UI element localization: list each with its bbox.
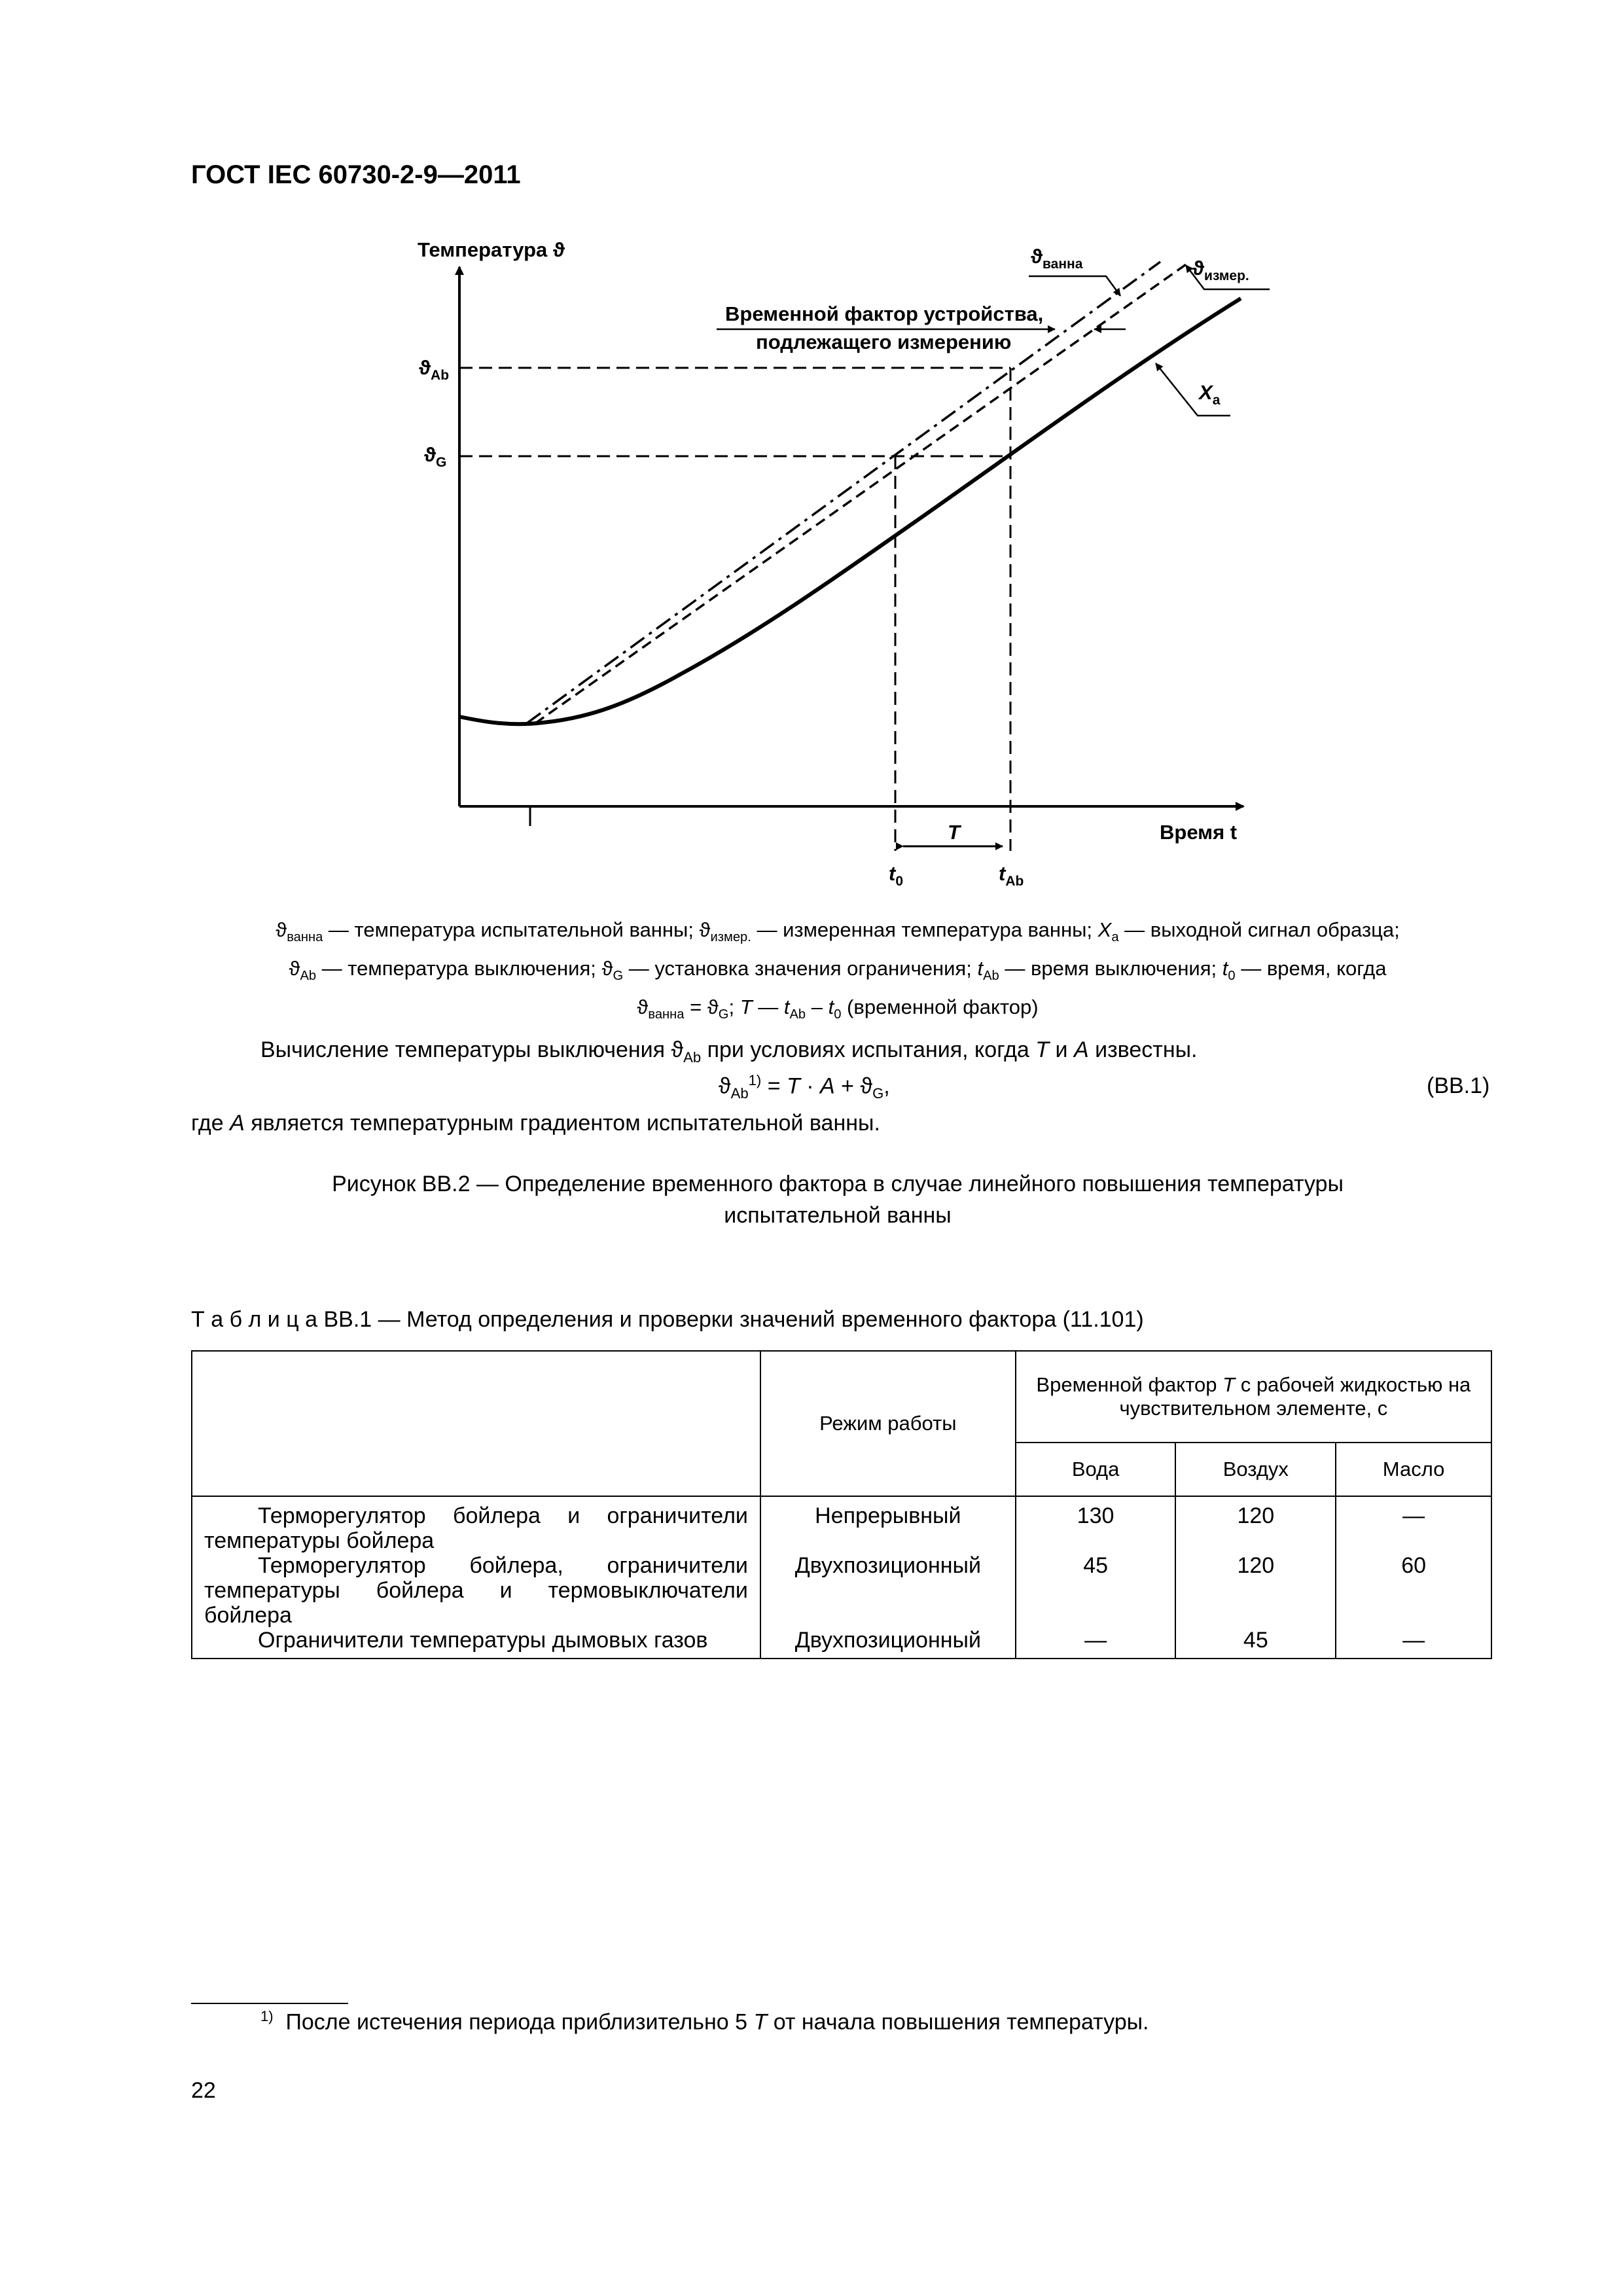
annotation-line-1: Временной фактор устройства, — [725, 302, 1044, 325]
device-cell: Ограничители температуры дымовых газов — [192, 1628, 760, 1659]
t0-label: $t_0$ — [889, 862, 904, 889]
theta-g-label: $ϑ_G$ — [424, 443, 447, 470]
header-air: Воздух — [1175, 1443, 1336, 1496]
water-cell: — — [1016, 1628, 1176, 1659]
legend-line-1: $ϑ_{ванна}$ — температура испытательной ванны; $ϑ_{измер.}$ — измеренная температура ванны; $X_a$ — выходной сигнал образца; — [276, 918, 1400, 945]
device-cell: Терморегулятор бойлера и ограничители температуры бойлера — [192, 1496, 760, 1553]
method-table — [191, 1350, 1492, 1659]
footnote-divider — [191, 2003, 348, 2004]
tab-label: $t_{Ab}$ — [999, 862, 1024, 889]
theta-ab-label: $ϑ_{Ab}$ — [419, 356, 450, 383]
y-axis-label: Температура ϑ — [418, 238, 565, 261]
formula: $ϑ_{Ab}^{1)} = T \cdot A + ϑ_G$, — [719, 1072, 890, 1102]
annotation-line-2: подлежащего измерению — [756, 331, 1012, 353]
table-row — [192, 1628, 1491, 1659]
output-signal-curve — [459, 298, 1241, 724]
header-time-factor: Временной фактор T с рабочей жидкостью на чувствительном элементе, с — [1016, 1351, 1491, 1443]
mode-cell: Непрерывный — [760, 1496, 1016, 1553]
temperature-time-figure — [0, 0, 1623, 916]
page-number: 22 — [191, 2078, 216, 2103]
formula-number: (ВВ.1) — [1427, 1073, 1490, 1098]
air-cell: 120 — [1175, 1553, 1336, 1628]
legend-line-2: $ϑ_{Ab}$ — температура выключения; $ϑ_G$ — установка значения ограничения; $t_{Ab}$ — время выключения; $t_0$ — время, когда — [289, 957, 1387, 984]
mode-cell: Двухпозиционный — [760, 1628, 1016, 1659]
oil-cell: — — [1336, 1496, 1491, 1553]
oil-cell: — — [1336, 1628, 1491, 1659]
legend-line-3: $ϑ_{ванна} = ϑ_G$; T — $t_{Ab} - t_0$ (временной фактор) — [637, 996, 1039, 1022]
footnote: $^{1)}$ После истечения периода приблизительно 5 T от начала повышения температуры. — [260, 2008, 1149, 2035]
header-empty-cell — [192, 1351, 760, 1496]
mode-cell: Двухпозиционный — [760, 1553, 1016, 1628]
water-cell: 45 — [1016, 1553, 1176, 1628]
figure-title-line-2: испытательной ванны — [724, 1203, 952, 1228]
bath-label-leader — [1029, 276, 1120, 296]
figure-legend — [196, 914, 1479, 1031]
device-cell: Терморегулятор бойлера, ограничители температуры бойлера и термовыключатели бойлера — [192, 1553, 760, 1628]
method-table-wrapper — [191, 1350, 1492, 1659]
table-row — [192, 1496, 1491, 1553]
x-axis-label: Время t — [1160, 821, 1238, 844]
water-cell: 130 — [1016, 1496, 1176, 1553]
measured-label: $ϑ_{измер.}$ — [1192, 257, 1249, 283]
table-row — [192, 1553, 1491, 1628]
footnote-marker: 1) — [260, 2008, 274, 2024]
document-header: ГОСТ IEC 60730-2-9—2011 — [191, 160, 521, 189]
air-cell: 45 — [1175, 1628, 1336, 1659]
air-cell: 120 — [1175, 1496, 1336, 1553]
output-label-leader — [1156, 363, 1230, 416]
time-factor-label: T — [948, 821, 960, 844]
bath-label: $ϑ_{ванна}$ — [1031, 245, 1083, 272]
table-title: Т а б л и ц а ВВ.1 — Метод определения и проверки значений временного фактора (11.101) — [191, 1307, 1144, 1332]
oil-cell: 60 — [1336, 1553, 1491, 1628]
header-mode: Режим работы — [760, 1351, 1016, 1496]
output-label: $X_a$ — [1199, 381, 1221, 408]
figure-title-line-1: Рисунок ВВ.2 — Определение временного фактора в случае линейного повышения температуры — [332, 1172, 1344, 1196]
header-water: Вода — [1016, 1443, 1176, 1496]
where-text: где A является температурным градиентом испытательной ванны. — [191, 1111, 880, 1136]
header-oil: Масло — [1336, 1443, 1491, 1496]
calculation-text: Вычисление температуры выключения $ϑ_{Ab}$ при условиях испытания, когда T и A известны. — [260, 1037, 1198, 1066]
figure-title — [196, 1168, 1479, 1231]
